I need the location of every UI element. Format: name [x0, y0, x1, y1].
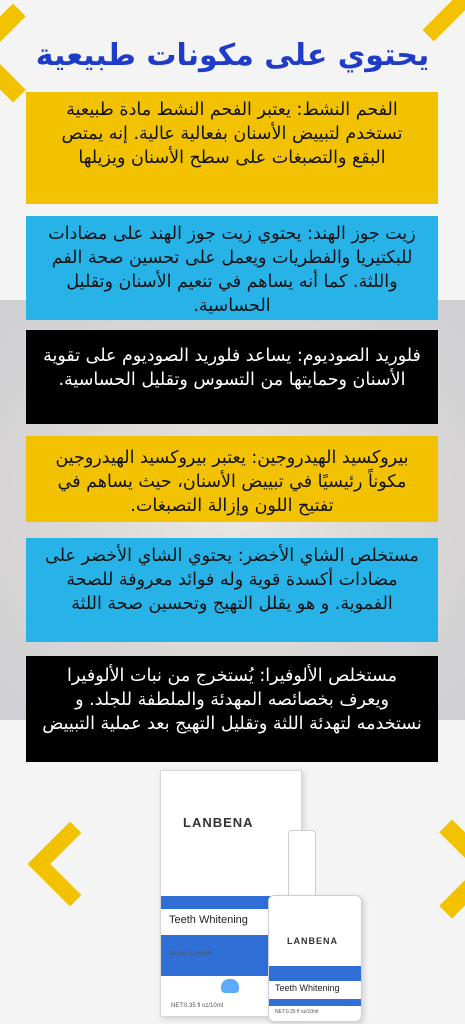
- ingredient-card-aloe: [26, 656, 438, 762]
- ingredient-card-charcoal: [26, 92, 438, 204]
- product-subtitle: Beauty & Health: [169, 951, 213, 957]
- ingredient-card-green-tea: [26, 538, 438, 642]
- product-name: Teeth Whitening: [169, 914, 248, 926]
- ingredient-text: مستخلص الألوفيرا: يُستخرج من نبات الألوفيرا ويعرف بخصائصه المهدئة والملطفة للجلد. و نستخدمه لتهدئة اللثة وتقليل التهيج بعد عملية التبييض: [42, 666, 422, 734]
- ingredient-text: بيروكسيد الهيدروجين: يعتبر بيروكسيد الهيدروجين مكوناً رئيسيًا في تبييض الأسنان، حيث يساهم في تفتيح اللون وإزالة التصبغات.: [55, 448, 409, 516]
- ingredient-text: الفحم النشط: يعتبر الفحم النشط مادة طبيعية تستخدم لتبييض الأسنان بفعالية عالية. إنه يمتص البقع والتصبغات على سطح الأسنان ويزيلها: [61, 100, 403, 168]
- page-title: يحتوي على مكونات طبيعية: [35, 38, 430, 73]
- decorative-chevron: [28, 822, 113, 907]
- ingredient-card-fluoride: [26, 330, 438, 424]
- bottle-cap: [288, 830, 316, 900]
- tooth-icon: [221, 979, 239, 993]
- ingredient-text: مستخلص الشاي الأخضر: يحتوي الشاي الأخضر على مضادات أكسدة قوية وله فوائد معروفة للصحة الفموية. و هو يقلل التهيج وتحسين صحة اللثة: [45, 546, 419, 614]
- product-name: Teeth Whitening: [275, 983, 340, 993]
- brand-logo: LANBENA: [183, 815, 254, 830]
- brand-logo: LANBENA: [287, 936, 338, 946]
- decorative-chevron: [403, 820, 465, 919]
- product-image: [160, 770, 400, 1020]
- product-bottle: [268, 895, 362, 1022]
- ingredient-card-peroxide: [26, 436, 438, 522]
- net-volume-box: NET:0.35 fl oz/10ml: [171, 1003, 224, 1009]
- ingredient-card-coconut: [26, 216, 438, 320]
- ingredient-text: زيت جوز الهند: يحتوي زيت جوز الهند على مضادات للبكتيريا والفطريات ويعمل على تحسين صحة الفم واللثة. كما أنه يساهم في تنعيم الأسنان وتقليل الحساسية.: [48, 224, 416, 316]
- net-volume-bottle: NET:0.35 fl oz/10ml: [275, 1009, 319, 1015]
- ingredient-text: فلوريد الصوديوم: يساعد فلوريد الصوديوم على تقوية الأسنان وحمايتها من التسوس وتقليل الحساسية.: [43, 346, 421, 390]
